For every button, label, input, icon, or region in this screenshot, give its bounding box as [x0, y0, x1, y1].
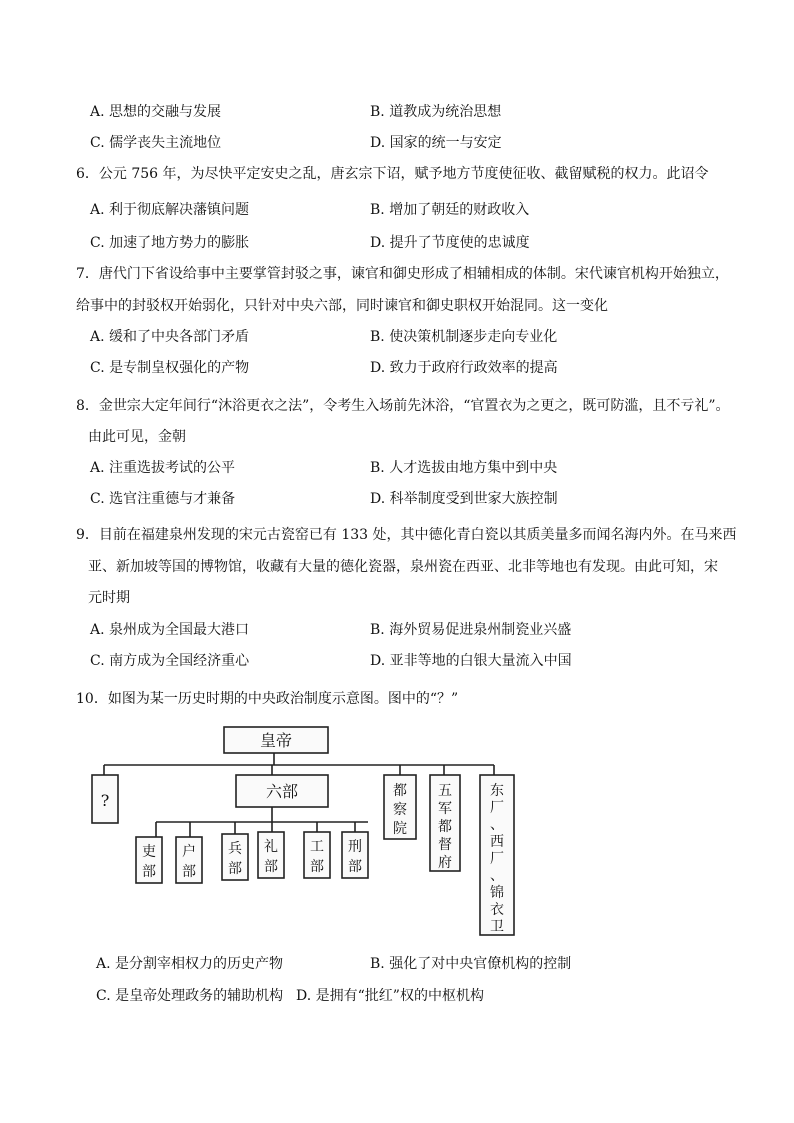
q10-option-a: A. 是分割宰相权力的历史产物	[96, 956, 284, 972]
wujun-char-5: 府	[438, 855, 452, 871]
changwei-char-1: 东	[490, 783, 504, 799]
q9-stem-line-3: 元时期	[88, 590, 130, 606]
ministry-rites-char-1: 礼	[264, 839, 278, 855]
q9-option-a: A. 泉州成为全国最大港口	[90, 622, 250, 638]
q10-option-b: B. 强化了对中央官僚机构的控制	[370, 956, 572, 972]
wujun-char-4: 督	[438, 837, 452, 853]
ministry-gongbu-char-2: 部	[310, 859, 324, 875]
q5-option-b: B. 道教成为统治思想	[370, 104, 502, 120]
ministry-libu-char-1: 吏	[142, 844, 156, 860]
ministry-bingbu	[222, 834, 248, 880]
duchayuan-char-1: 都	[393, 783, 407, 799]
changwei-char-4: 西	[490, 834, 504, 850]
q9-option-b: B. 海外贸易促进泉州制瓷业兴盛	[370, 622, 572, 638]
ministry-gongbu-char-1: 工	[310, 839, 324, 855]
wujun-char-1: 五	[438, 783, 452, 799]
unknown-label: ?	[100, 791, 110, 810]
q10-option-d: D. 是拥有“批红”权的中枢机构	[296, 988, 484, 1004]
q9-option-d: D. 亚非等地的白银大量流入中国	[370, 653, 572, 669]
q8-stem-line-1: 8．金世宗大定年间行“沐浴更衣之法”，令考生入场前先沐浴，“官置衣为之更之，既可防滥，且不亏礼”。	[76, 398, 730, 414]
q5-option-c: C. 儒学丧失主流地位	[90, 135, 222, 151]
changwei-box	[480, 775, 514, 935]
ministry-xingbu	[342, 832, 368, 878]
wujun-dudufu-box	[430, 775, 460, 871]
q9-stem-line-1: 9．目前在福建泉州发现的宋元古瓷窑已有 133 处，其中德化青白瓷以其质美量多而闻名海内外。在马来西	[76, 527, 737, 543]
q8-option-d: D. 科举制度受到世家大族控制	[370, 491, 558, 507]
ministry-hubu	[176, 837, 202, 883]
q6-option-d: D. 提升了节度使的忠诚度	[370, 235, 530, 251]
q10-stem: 10．如图为某一历史时期的中央政治制度示意图。图中的“？”	[76, 691, 459, 707]
changwei-char-8: 衣	[490, 902, 504, 918]
q10-option-c: C. 是皇帝处理政务的辅助机构	[96, 988, 284, 1004]
q6-option-c: C. 加速了地方势力的膨胀	[90, 235, 250, 251]
q7-option-c: C. 是专制皇权强化的产物	[90, 360, 250, 376]
ministry-xingbu-char-2: 部	[348, 859, 362, 875]
q7-stem-line-2: 给事中的封驳权开始弱化，只针对中央六部，同时谏官和御史职权开始混同。这一变化	[76, 298, 608, 314]
ministry-xingbu-char-1: 刑	[348, 839, 362, 855]
q9-stem-line-2: 亚、新加坡等国的博物馆，收藏有大量的德化瓷器，泉州瓷在西亚、北非等地也有发现。由此可知，宋	[88, 559, 718, 575]
emperor-label: 皇帝	[259, 731, 293, 750]
q7-option-a: A. 缓和了中央各部门矛盾	[90, 329, 250, 345]
ministry-hubu-char-1: 户	[182, 844, 196, 860]
q8-option-c: C. 选官注重德与才兼备	[90, 491, 236, 507]
ministry-bingbu-char-2: 部	[228, 861, 242, 877]
ministry-libu-char-2: 部	[142, 864, 156, 880]
changwei-char-2: 厂	[490, 800, 504, 816]
changwei-char-9: 卫	[490, 919, 504, 935]
q8-option-b: B. 人才选拔由地方集中到中央	[370, 460, 558, 476]
changwei-char-3: 、	[490, 817, 504, 833]
q6-stem: 6．公元 756 年，为尽快平定安史之乱，唐玄宗下诏，赋予地方节度使征收、截留赋税的权力。此诏令	[76, 166, 709, 182]
duchayuan-box	[384, 775, 416, 839]
changwei-char-5: 厂	[490, 851, 504, 867]
ministry-libu-rites	[258, 832, 284, 878]
q7-option-b: B. 使决策机制逐步走向专业化	[370, 329, 558, 345]
q8-stem-line-2: 由此可见，金朝	[88, 429, 186, 445]
q5-option-a: A. 思想的交融与发展	[90, 104, 222, 120]
q6-option-b: B. 增加了朝廷的财政收入	[370, 202, 530, 218]
q5-option-d: D. 国家的统一与安定	[370, 135, 502, 151]
ministry-hubu-char-2: 部	[182, 864, 196, 880]
wujun-char-2: 军	[438, 801, 452, 817]
political-system-diagram	[72, 719, 524, 941]
six-ministries-label: 六部	[265, 782, 299, 801]
q7-stem-line-1: 7．唐代门下省设给事中主要掌管封驳之事，谏官和御史形成了相辅相成的体制。宋代谏官机构开始独立，	[76, 266, 729, 282]
q8-option-a: A. 注重选拔考试的公平	[90, 460, 236, 476]
wujun-char-3: 都	[438, 819, 452, 835]
duchayuan-char-2: 察	[393, 802, 407, 818]
ministry-gongbu	[304, 832, 330, 878]
q6-option-a: A. 利于彻底解决藩镇问题	[90, 202, 250, 218]
ministry-libu	[136, 837, 162, 883]
duchayuan-char-3: 院	[393, 821, 407, 837]
ministry-rites-char-2: 部	[264, 859, 278, 875]
q9-option-c: C. 南方成为全国经济重心	[90, 653, 250, 669]
changwei-char-7: 锦	[490, 885, 504, 901]
changwei-char-6: 、	[490, 868, 504, 884]
ministry-bingbu-char-1: 兵	[228, 841, 242, 857]
q7-option-d: D. 致力于政府行政效率的提高	[370, 360, 558, 376]
